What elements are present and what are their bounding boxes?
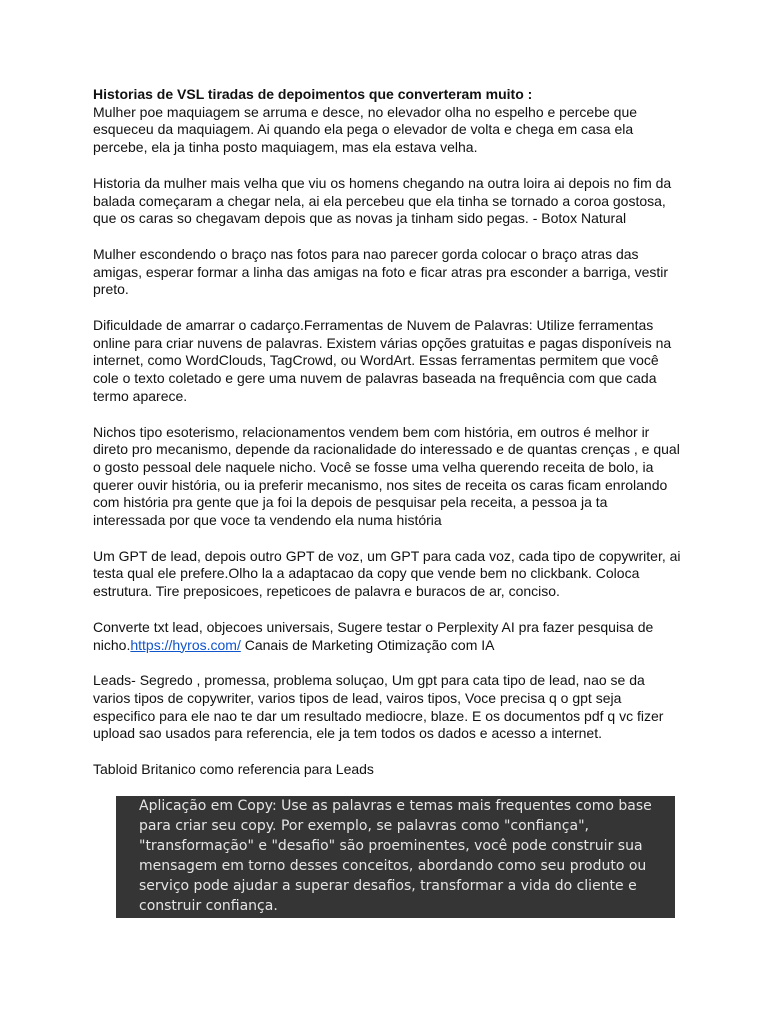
paragraph-arm-photo-story: Mulher escondendo o braço nas fotos para nao parecer gorda colocar o braço atras das amigas, esperar formar a linha das amigas na foto e ficar atras pra esconder a barriga, vestir preto. <box>93 245 669 298</box>
paragraph-niches: Nichos tipo esoterismo, relacionamentos vendem bem com história, em outros é melhor ir direto pro mecanismo, depende da racionalidade do interessado e de quantas crenças , e qual o gosto pessoal dele naquele nicho. Você se fosse uma velha querendo receita de bolo, ia querer ouvir história, ou ia preferir mecanismo, nos sites de receita os caras ficam enrolando com história pra gente que ja foi la depois de pesquisar pela receita, a pessoa ja ta interessada por que voce ta vendendo ela numa história <box>93 423 680 529</box>
copy-application-text: Aplicação em Copy: Use as palavras e temas mais frequentes como base para criar seu copy. Por exemplo, se palavras como "confiança", "transformação" e "desafio" são proeminentes, você pode construir sua mensagem em torno desses conceitos, abordando como seu produto ou serviço pode ajudar a superar desafios, transformar a vida do cliente e construir confiança. <box>139 798 652 914</box>
document-body <box>93 86 683 779</box>
hyros-link[interactable]: https://hyros.com/ <box>130 636 241 653</box>
converte-text-after: Canais de Marketing Otimização com IA <box>240 636 495 653</box>
converte-text-before: Converte txt lead, objecoes universais, Sugere testar o Perplexity AI pra fazer pesquisa de nicho. <box>93 618 654 653</box>
paragraph-leads: Leads- Segredo , promessa, problema soluçao, Um gpt para cata tipo de lead, nao se da varios tipos de copywriter, varios tipos de lead, vairos tipos, Voce precisa q o gpt seja especifico para ele nao te dar um resultado mediocre, blaze. E os documentos pdf q vc fizer upload sao usados para referencia, ele ja tem todos os dados e acesso a internet. <box>93 672 664 742</box>
document-title: Historias de VSL tiradas de depoimentos que converteram muito : <box>93 86 533 102</box>
paragraph-makeup-story: Mulher poe maquiagem se arruma e desce, no elevador olha no espelho e percebe que esqueceu da maquiagem. Ai quando ela pega o elevador de volta e chega em casa ela percebe, ela ja tinha posto maquiagem, mas ela estava velha. <box>93 103 638 156</box>
paragraph-gpt-lead: Um GPT de lead, depois outro GPT de voz, um GPT para cada voz, cada tipo de copywriter, ai testa qual ele prefere.Olho la a adaptacao da copy que vende bem no clickbank. Coloca estrutura. Tire preposicoes, repeticoes de palavra e buracos de ar, conciso. <box>93 547 681 600</box>
paragraph-converte-txt <box>93 619 683 654</box>
paragraph-tabloid: Tabloid Britanico como referencia para Leads <box>93 761 374 778</box>
section-intro <box>93 86 683 157</box>
copy-application-box <box>116 796 675 918</box>
paragraph-word-cloud-tools: Dificuldade de amarrar o cadarço.Ferramentas de Nuvem de Palavras: Utilize ferramentas online para criar nuvens de palavras. Existem várias opções gratuitas e pagas disponíveis na internet, como WordClouds, TagCrowd, ou WordArt. Essas ferramentas permitem que você cole o texto coletado e gere uma nuvem de palavras baseada na frequência com que cada termo aparece. <box>93 317 672 404</box>
paragraph-older-woman-story: Historia da mulher mais velha que viu os homens chegando na outra loira ai depois no fim da balada começaram a chegar nela, ai ela percebeu que ela tinha se tornado a coroa gostosa, que os caras so chegavam depois que as novas ja tinham sido pegas. - Botox Natural <box>93 174 672 227</box>
